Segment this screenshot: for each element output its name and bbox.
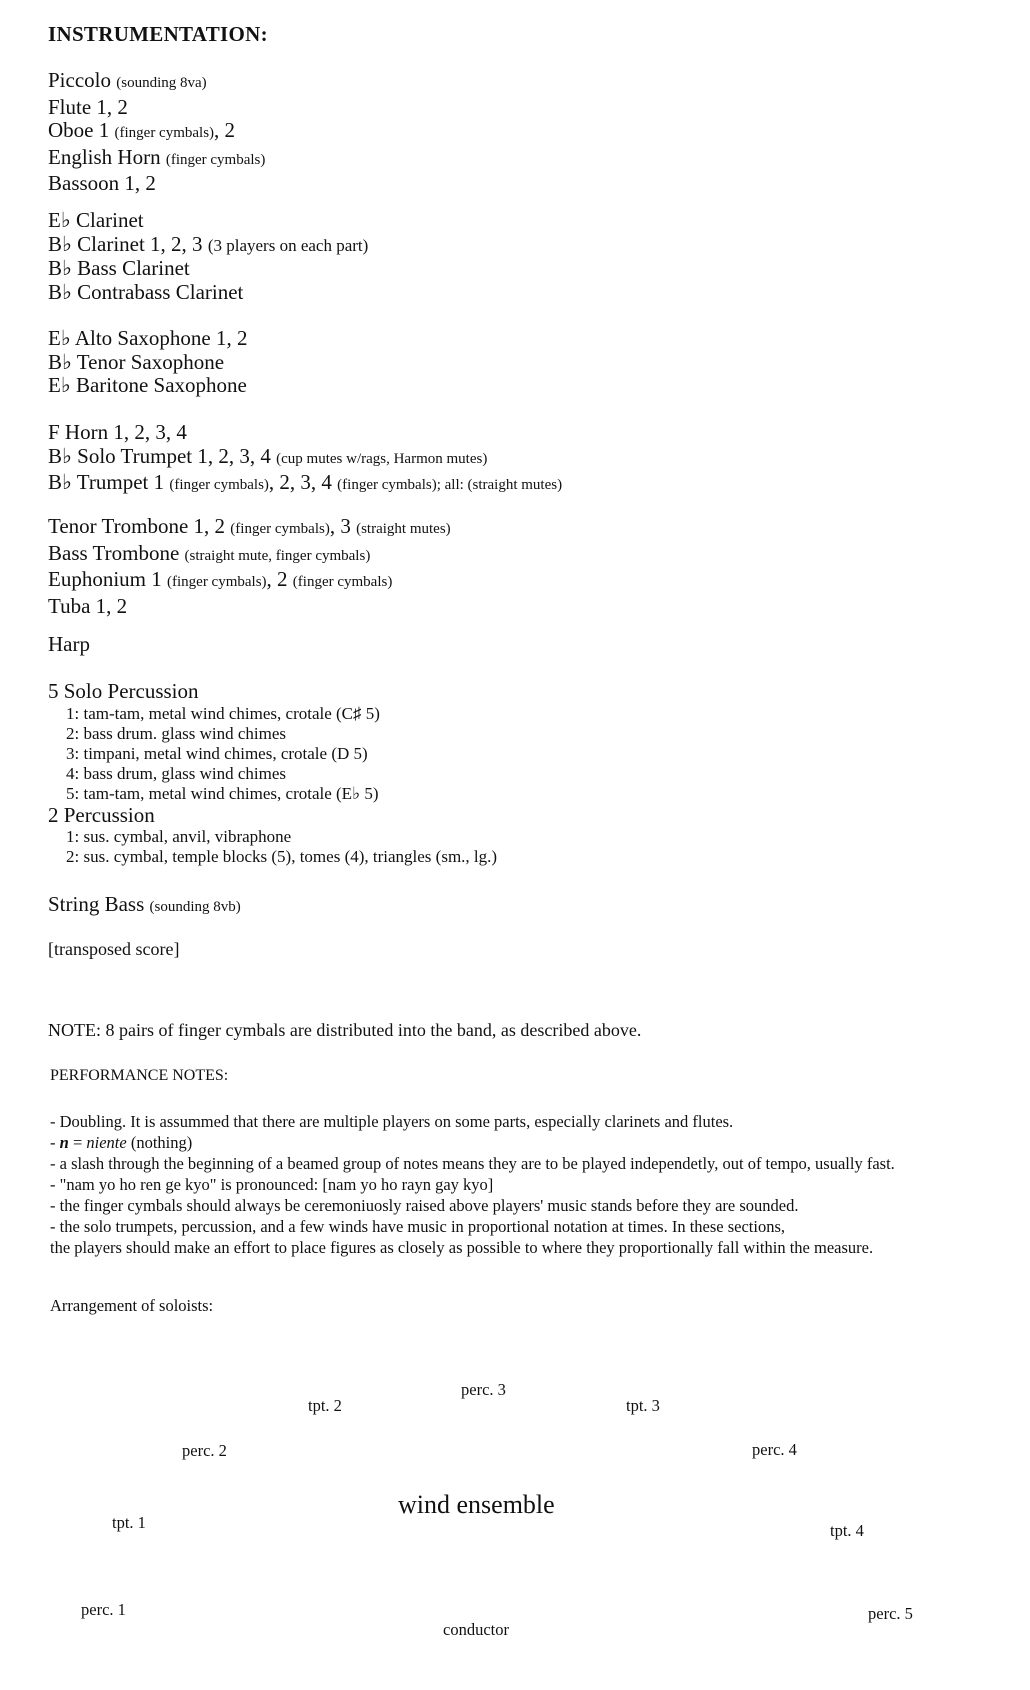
instrument-tail: , 2 bbox=[214, 118, 236, 142]
note-equals: = bbox=[68, 1133, 87, 1152]
instrument-name: B♭ Clarinet 1, 2, 3 bbox=[48, 231, 203, 256]
instrument-tail: , 2, 3, 4 bbox=[268, 470, 332, 494]
position-perc-5: perc. 5 bbox=[868, 1604, 913, 1623]
percussion-player: 1: sus. cymbal, anvil, vibraphone bbox=[66, 827, 292, 846]
instrument-detail: (finger cymbals) bbox=[165, 151, 266, 168]
horns-trumpets-group bbox=[48, 421, 562, 498]
instrument-name: B♭ Solo Trumpet 1, 2, 3, 4 bbox=[48, 443, 271, 468]
instrument-detail: (3 players on each part) bbox=[207, 235, 369, 255]
instrument-name: B♭ Trumpet 1 bbox=[48, 470, 165, 494]
instrument-name: Bass Trombone bbox=[48, 540, 180, 565]
instrument-detail: (straight mutes) bbox=[356, 521, 451, 537]
woodwinds-group bbox=[48, 69, 265, 196]
niente-word: niente bbox=[86, 1133, 127, 1152]
instrument-detail: (straight mute, finger cymbals) bbox=[184, 547, 371, 564]
position-perc-1: perc. 1 bbox=[81, 1600, 126, 1619]
instrument-tail: , 3 bbox=[329, 514, 351, 538]
position-perc-3: perc. 3 bbox=[461, 1380, 506, 1399]
instrument-line bbox=[48, 542, 451, 569]
note-finger-cymbals: - the finger cymbals should always be ceremoniuosly raised above players' music stands before they are sounded. bbox=[50, 1196, 799, 1215]
performance-notes-heading: PERFORMANCE NOTES: bbox=[50, 1067, 229, 1084]
percussion-group bbox=[48, 680, 497, 867]
note-slash: - a slash through the beginning of a beamed group of notes means they are to be played independetly, out of tempo, usually fast. bbox=[50, 1154, 895, 1173]
finger-cymbals-note: NOTE: 8 pairs of finger cymbals are distributed into the band, as described above. bbox=[48, 1020, 642, 1040]
instrument-name: Harp bbox=[48, 632, 90, 656]
instrument-line bbox=[48, 96, 265, 120]
instrument-detail: (finger cymbals); all: (straight mutes) bbox=[337, 477, 563, 493]
note-text: (nothing) bbox=[126, 1133, 193, 1152]
note-proportional-cont: the players should make an effort to place figures as closely as possible to where they proportionally fall within the measure. bbox=[50, 1238, 874, 1257]
instrument-line bbox=[48, 209, 368, 233]
low-brass-group bbox=[48, 515, 451, 618]
position-tpt-1: tpt. 1 bbox=[112, 1513, 146, 1532]
instrument-name: Euphonium 1 bbox=[48, 567, 162, 591]
instrument-name: E♭ Baritone Saxophone bbox=[48, 373, 247, 397]
percussion-player: 2: sus. cymbal, temple blocks (5), tomes (4), triangles (sm., lg.) bbox=[66, 847, 498, 866]
instrument-line bbox=[48, 445, 562, 472]
percussion-title: 2 Percussion bbox=[48, 802, 155, 827]
instrument-line bbox=[48, 146, 265, 173]
instrument-line bbox=[48, 119, 265, 146]
saxophones-group bbox=[48, 327, 247, 398]
niente-symbol: n bbox=[59, 1133, 69, 1152]
position-conductor: conductor bbox=[443, 1620, 509, 1639]
position-tpt-2: tpt. 2 bbox=[308, 1396, 342, 1415]
instrument-name: Tenor Trombone 1, 2 bbox=[48, 514, 226, 538]
clarinets-group bbox=[48, 209, 368, 304]
instrument-line bbox=[48, 515, 451, 542]
instrument-name: F Horn 1, 2, 3, 4 bbox=[48, 420, 187, 444]
instrument-name: E♭ Alto Saxophone 1, 2 bbox=[48, 326, 248, 350]
instrument-line bbox=[48, 351, 247, 375]
instrument-name: Flute 1, 2 bbox=[48, 94, 128, 119]
percussion-player: 3: timpani, metal wind chimes, crotale (D 5) bbox=[66, 743, 368, 763]
instrument-line bbox=[48, 172, 265, 196]
instrument-line bbox=[48, 374, 247, 398]
instrument-tail: , 2 bbox=[266, 567, 288, 591]
percussion-player: 4: bass drum, glass wind chimes bbox=[66, 763, 287, 783]
wind-ensemble-label: wind ensemble bbox=[398, 1490, 555, 1519]
instrument-detail: (finger cymbals) bbox=[167, 574, 267, 590]
instrument-detail: (cup mutes w/rags, Harmon mutes) bbox=[276, 450, 488, 467]
solo-percussion-title: 5 Solo Percussion bbox=[48, 679, 199, 703]
instrument-name: Oboe 1 bbox=[48, 118, 110, 142]
instrument-line bbox=[48, 281, 368, 305]
string-bass-group bbox=[48, 893, 241, 920]
instrument-name: B♭ Tenor Saxophone bbox=[48, 349, 225, 374]
instrument-line bbox=[48, 595, 451, 619]
note-doubling: - Doubling. It is assummed that there are multiple players on some parts, especially clarinets and flutes. bbox=[50, 1112, 734, 1131]
harp-group bbox=[48, 633, 90, 657]
transposed-score-note: [transposed score] bbox=[48, 939, 180, 959]
instrument-name: String Bass bbox=[48, 892, 145, 916]
instrument-name: B♭ Bass Clarinet bbox=[48, 256, 190, 280]
instrument-detail: (finger cymbals) bbox=[292, 574, 393, 590]
instrument-detail: (finger cymbals) bbox=[230, 521, 330, 537]
position-perc-2: perc. 2 bbox=[182, 1441, 227, 1460]
position-perc-4: perc. 4 bbox=[752, 1440, 797, 1459]
instrument-name: Tuba 1, 2 bbox=[48, 593, 128, 618]
instrument-line bbox=[48, 568, 451, 595]
instrumentation-heading: INSTRUMENTATION: bbox=[48, 22, 268, 46]
instrument-detail: (finger cymbals) bbox=[114, 125, 215, 141]
note-niente bbox=[50, 1132, 895, 1153]
percussion-player: 1: tam-tam, metal wind chimes, crotale (C♯ 5) bbox=[66, 703, 380, 723]
position-tpt-4: tpt. 4 bbox=[830, 1521, 864, 1540]
percussion-player: 5: tam-tam, metal wind chimes, crotale (E♭ 5) bbox=[66, 783, 379, 803]
instrument-detail: (sounding 8va) bbox=[116, 75, 207, 91]
instrument-name: E♭ Clarinet bbox=[48, 208, 144, 232]
instrument-line bbox=[48, 69, 265, 96]
instrument-line bbox=[48, 471, 562, 498]
instrument-line bbox=[48, 233, 368, 258]
percussion-player: 2: bass drum. glass wind chimes bbox=[66, 723, 287, 743]
instrument-name: Bassoon 1, 2 bbox=[48, 171, 156, 195]
arrangement-heading: Arrangement of soloists: bbox=[50, 1296, 214, 1315]
performance-notes bbox=[50, 1111, 895, 1258]
instrument-line bbox=[48, 327, 247, 351]
instrument-detail: (sounding 8vb) bbox=[149, 899, 241, 915]
note-prefix: - bbox=[50, 1133, 60, 1152]
instrument-line bbox=[48, 257, 368, 281]
instrument-name: English Horn bbox=[48, 144, 161, 169]
note-proportional: - the solo trumpets, percussion, and a few winds have music in proportional notation at times. In these sections, bbox=[50, 1217, 786, 1236]
instrument-line bbox=[48, 893, 241, 920]
position-tpt-3: tpt. 3 bbox=[626, 1396, 660, 1415]
instrument-name: B♭ Contrabass Clarinet bbox=[48, 279, 244, 304]
instrument-name: Piccolo bbox=[48, 68, 111, 92]
note-pronunciation: - "nam yo ho ren ge kyo" is pronounced: [nam yo ho rayn gay kyo] bbox=[50, 1175, 494, 1194]
instrument-detail: (finger cymbals) bbox=[169, 477, 269, 493]
instrument-line bbox=[48, 421, 562, 445]
